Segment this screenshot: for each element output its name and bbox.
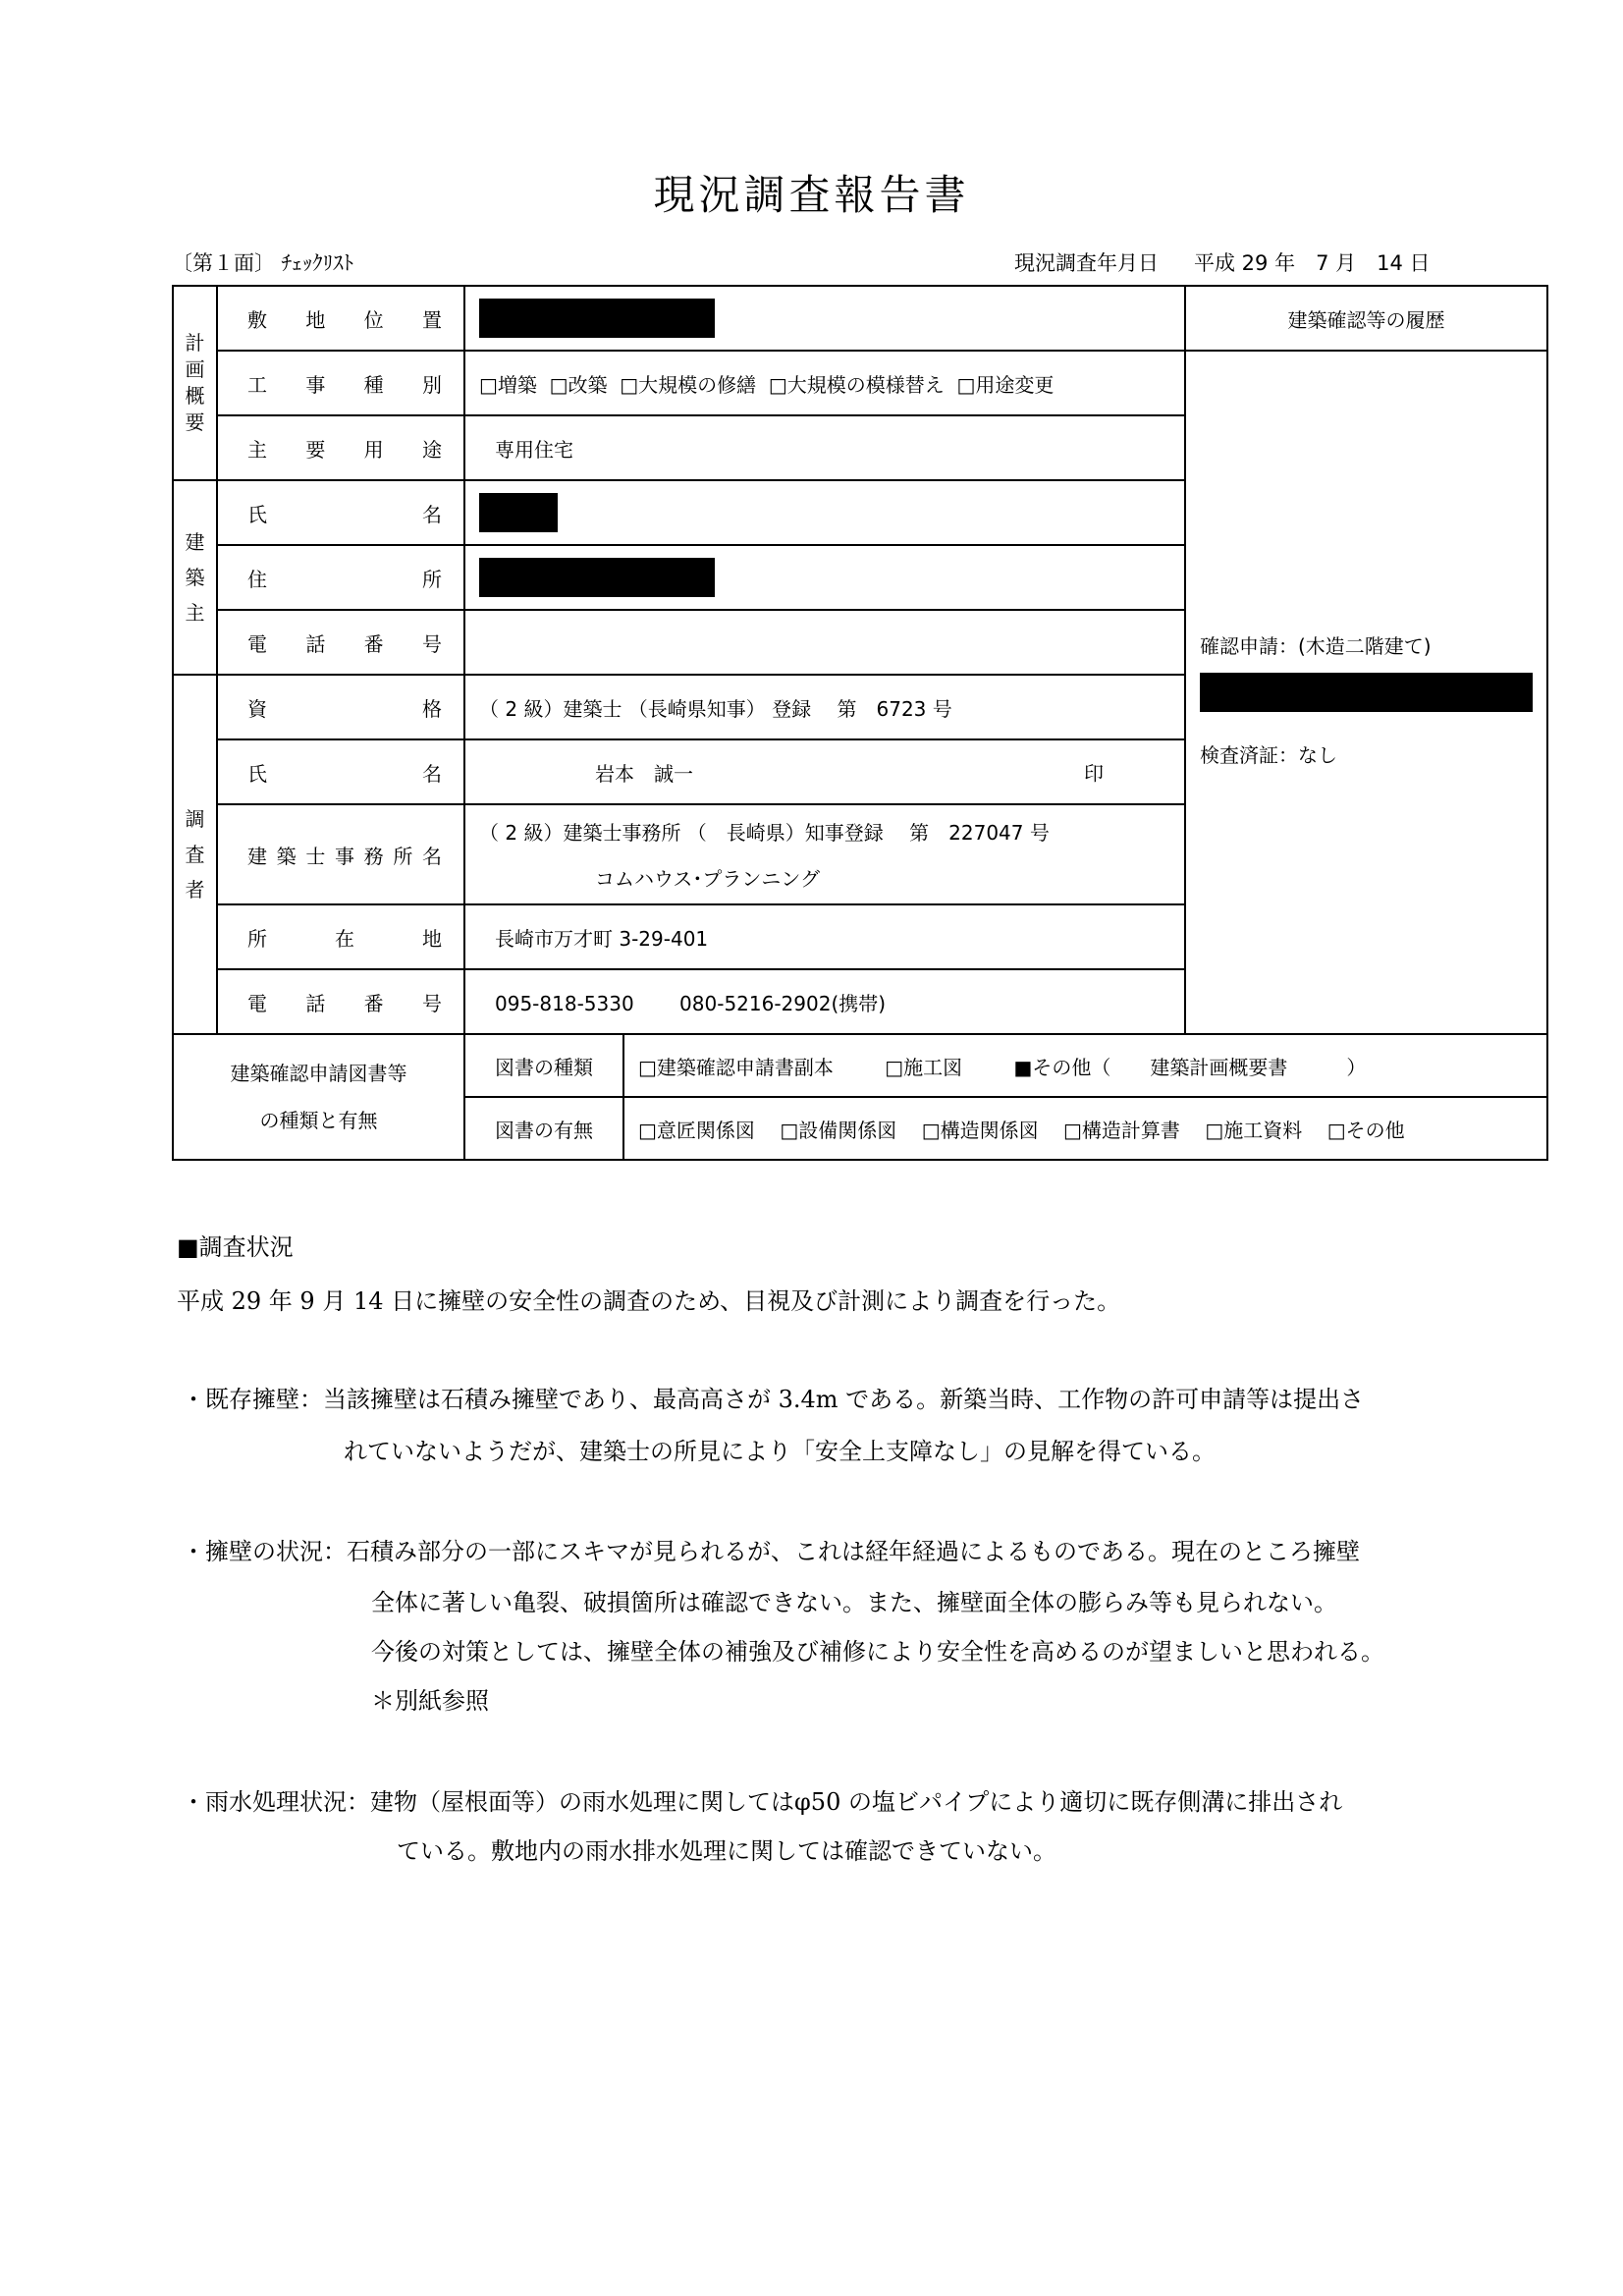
- office-registration: （ 2 級）建築士事務所 （ 長崎県）知事登録 第 227047 号: [479, 821, 1050, 845]
- owner-phone-label: 電話番号: [217, 610, 464, 675]
- work-option[interactable]: □大規模の模様替え: [768, 372, 945, 397]
- doc-type-option[interactable]: □施工図: [885, 1055, 963, 1079]
- survey-date-value: 平成 29 年 7 月 14 日: [1194, 251, 1431, 275]
- office-name: コムハウス･プランニング: [595, 867, 820, 891]
- use-label: 主要用途: [217, 415, 464, 480]
- redaction: [1200, 673, 1533, 712]
- survey-date-label: 現況調査年月日: [1014, 251, 1159, 275]
- office-label: 建築士事務所名: [217, 804, 464, 904]
- history-line2: 検査済証：なし: [1200, 743, 1337, 767]
- doc-type-options: [623, 1034, 1547, 1097]
- site-value: [464, 286, 1185, 351]
- page-title: 現況調査報告書: [653, 171, 970, 219]
- para-existing-wall-2: れていないようだが、建築士の所見により「安全上支障なし」の見解を得ている。: [344, 1438, 1216, 1465]
- docs-label: [173, 1034, 464, 1160]
- qualification-value: （ 2 級）建築士 （長崎県知事） 登録 第 6723 号: [464, 675, 1185, 739]
- doc-avail-option[interactable]: □意匠関係図: [638, 1118, 755, 1142]
- doc-avail-option[interactable]: □その他: [1326, 1118, 1405, 1142]
- site-label: 敷地位置: [217, 286, 464, 351]
- para-wall-status-1: ・擁壁の状況：石積み部分の一部にスキマが見られるが、これは経年経過によるものである。現在のところ擁壁: [182, 1538, 1360, 1565]
- inspector-phone-value: [464, 969, 1185, 1034]
- doc-avail-option[interactable]: □構造計算書: [1063, 1118, 1180, 1142]
- location-value: 長崎市万才町 3-29-401: [464, 904, 1185, 969]
- doc-avail-label: 図書の有無: [464, 1097, 623, 1160]
- para-wall-status-2: 全体に著しい亀裂、破損箇所は確認できない。また、擁壁面全体の膨らみ等も見られない。: [371, 1589, 1337, 1616]
- para-rainwater-1: ・雨水処理状況：建物（屋根面等）の雨水処理に関してはφ50 の塩ビパイプにより適切に既存側溝に排出され: [182, 1788, 1343, 1816]
- para-wall-status-3: 今後の対策としては、擁壁全体の補強及び補修により安全性を高めるのが望ましいと思われる。: [371, 1638, 1384, 1666]
- inspector-phone-label: 電話番号: [217, 969, 464, 1034]
- redaction: [479, 299, 715, 338]
- plan-group-label: 計画概要: [173, 286, 217, 480]
- history-header: 建築確認等の履歴: [1185, 286, 1547, 351]
- doc-type-label: 図書の種類: [464, 1034, 623, 1097]
- history-line1: 確認申請：(木造二階建て): [1200, 634, 1432, 658]
- doc-avail-option[interactable]: □構造関係図: [921, 1118, 1039, 1142]
- owner-name-label: 氏名: [217, 480, 464, 545]
- work-option[interactable]: □増築: [479, 372, 537, 397]
- use-value: 専用住宅: [464, 415, 1185, 480]
- checklist-table: [172, 285, 1548, 1161]
- survey-intro: 平成 29 年 9 月 14 日に擁壁の安全性の調査のため、目視及び計測により調査を行った。: [177, 1287, 1121, 1315]
- survey-date: [1014, 247, 1431, 277]
- inspector-group-label: 調査者: [173, 675, 217, 1034]
- owner-address-label: 住所: [217, 545, 464, 610]
- work-option[interactable]: □用途変更: [956, 372, 1055, 397]
- qualification-label: 資格: [217, 675, 464, 739]
- sheet-label: 〔第１面〕 ﾁｪｯｸﾘｽﾄ: [172, 251, 354, 275]
- owner-group-label: 建築主: [173, 480, 217, 675]
- owner-phone-value: [464, 610, 1185, 675]
- para-wall-status-4: ＊別紙参照: [371, 1687, 489, 1715]
- phone-mobile: 080-5216-2902(携帯): [679, 991, 887, 1015]
- redaction: [479, 493, 558, 532]
- doc-type-option[interactable]: □建築確認申請書副本: [638, 1055, 834, 1079]
- work-type-options: [464, 351, 1185, 415]
- docs-label-line2: の種類と有無: [259, 1109, 378, 1132]
- inspector-name-label: 氏名: [217, 739, 464, 804]
- doc-avail-option[interactable]: □施工資料: [1205, 1118, 1303, 1142]
- redaction: [479, 558, 715, 597]
- work-option[interactable]: □改築: [549, 372, 608, 397]
- owner-name-value: [464, 480, 1185, 545]
- doc-avail-option[interactable]: □設備関係図: [780, 1118, 897, 1142]
- phone-landline: 095-818-5330: [495, 991, 634, 1015]
- para-existing-wall-1: ・既存擁壁：当該擁壁は石積み擁壁であり、最高高さが 3.4m である。新築当時、工作物の許可申請等は提出さ: [182, 1386, 1365, 1413]
- docs-label-line1: 建築確認申請図書等: [230, 1062, 407, 1085]
- location-label: 所在地: [217, 904, 464, 969]
- work-option[interactable]: □大規模の修繕: [620, 372, 757, 397]
- para-rainwater-2: ている。敷地内の雨水排水処理に関しては確認できていない。: [397, 1837, 1056, 1865]
- doc-type-option[interactable]: ■その他（ 建築計画概要書 ）: [1013, 1055, 1367, 1079]
- work-type-label: 工事種別: [217, 351, 464, 415]
- history-content: [1185, 351, 1547, 1034]
- inspector-name-value: [464, 739, 1185, 804]
- doc-avail-options: [623, 1097, 1547, 1160]
- inspector-name: 岩本 誠一: [595, 761, 693, 786]
- survey-heading: ■調査状況: [177, 1233, 294, 1261]
- owner-address-value: [464, 545, 1185, 610]
- office-value: [464, 804, 1185, 904]
- seal-mark: 印: [1084, 761, 1104, 786]
